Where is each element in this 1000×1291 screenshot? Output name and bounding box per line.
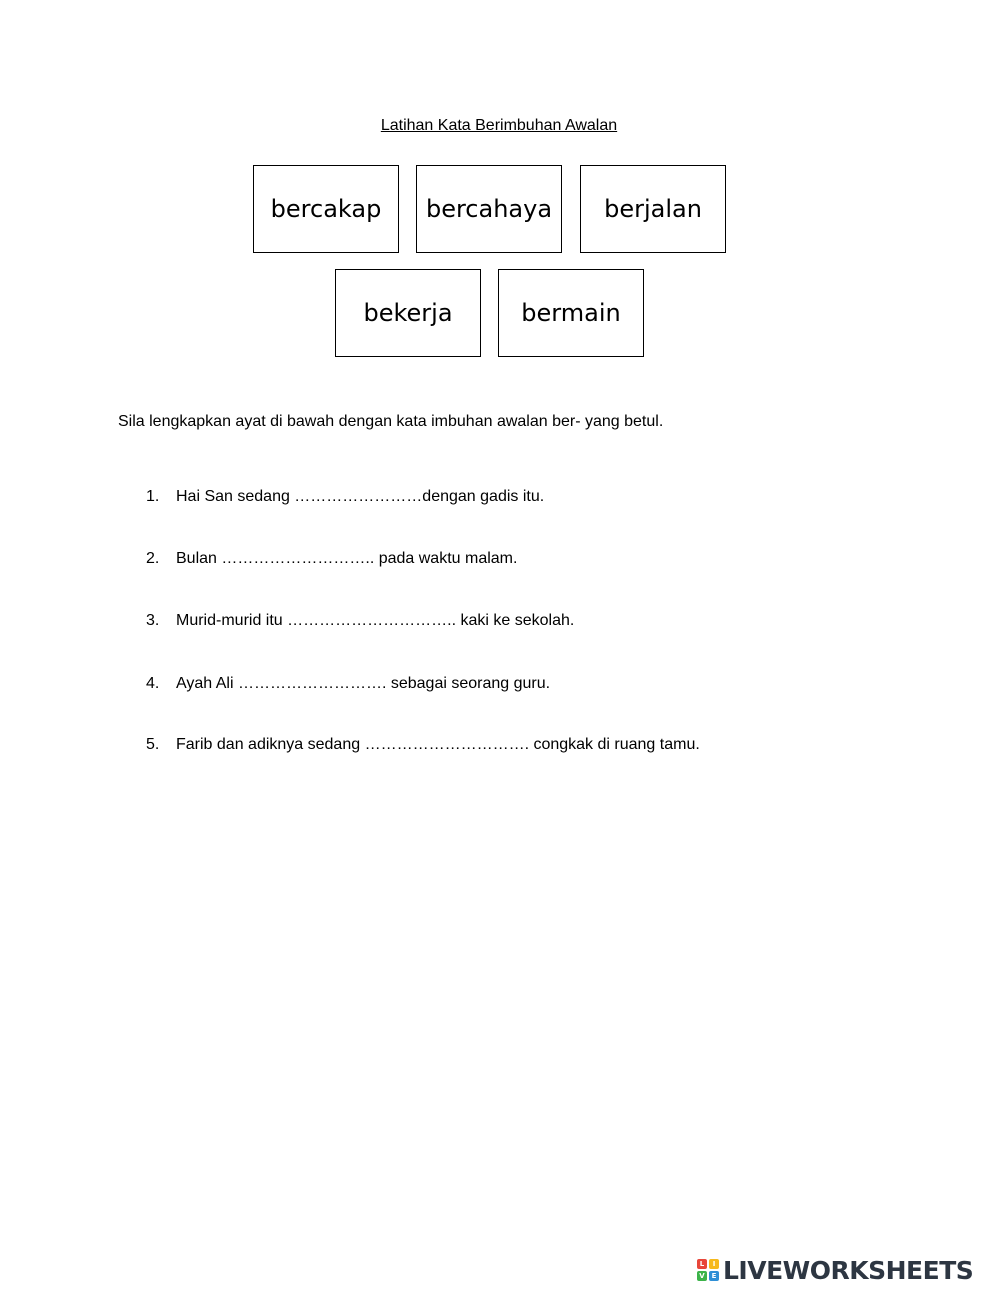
question-number: 3. xyxy=(146,612,160,629)
word-box-bekerja[interactable]: bekerja xyxy=(335,269,481,357)
question-number: 5. xyxy=(146,736,160,753)
word-box-bercakap[interactable]: bercakap xyxy=(253,165,399,253)
word-box-berjalan[interactable]: berjalan xyxy=(580,165,726,253)
live-block-e: E xyxy=(709,1271,719,1281)
live-block-l: L xyxy=(697,1259,707,1269)
question-text[interactable]: Bulan ……………………….. pada waktu malam. xyxy=(176,550,518,567)
live-block-i: I xyxy=(709,1259,719,1269)
question-text[interactable]: Ayah Ali ………………………. sebagai seorang guru. xyxy=(176,675,551,692)
question-number: 1. xyxy=(146,488,160,505)
worksheet-title: Latihan Kata Berimbuhan Awalan xyxy=(380,117,618,134)
question-3 xyxy=(146,612,574,630)
brand-text: LIVEWORKSHEETS xyxy=(723,1255,974,1285)
question-text[interactable]: Farib dan adiknya sedang …………………………. congkak di ruang tamu. xyxy=(176,736,700,753)
question-number: 2. xyxy=(146,550,160,567)
live-blocks-icon xyxy=(697,1259,719,1281)
question-5 xyxy=(146,736,700,754)
question-number: 4. xyxy=(146,675,160,692)
question-2 xyxy=(146,550,517,568)
liveworksheets-logo[interactable] xyxy=(697,1255,973,1285)
question-4 xyxy=(146,675,550,693)
question-text[interactable]: Hai San sedang ……………………dengan gadis itu. xyxy=(176,488,545,505)
instruction-text: Sila lengkapkan ayat di bawah dengan kata imbuhan awalan ber- yang betul. xyxy=(118,413,664,430)
live-block-v: V xyxy=(697,1271,707,1281)
question-1 xyxy=(146,488,544,506)
word-box-bercahaya[interactable]: bercahaya xyxy=(416,165,562,253)
word-box-bermain[interactable]: bermain xyxy=(498,269,644,357)
question-text[interactable]: Murid-murid itu ………………………….. kaki ke sekolah. xyxy=(176,612,575,629)
